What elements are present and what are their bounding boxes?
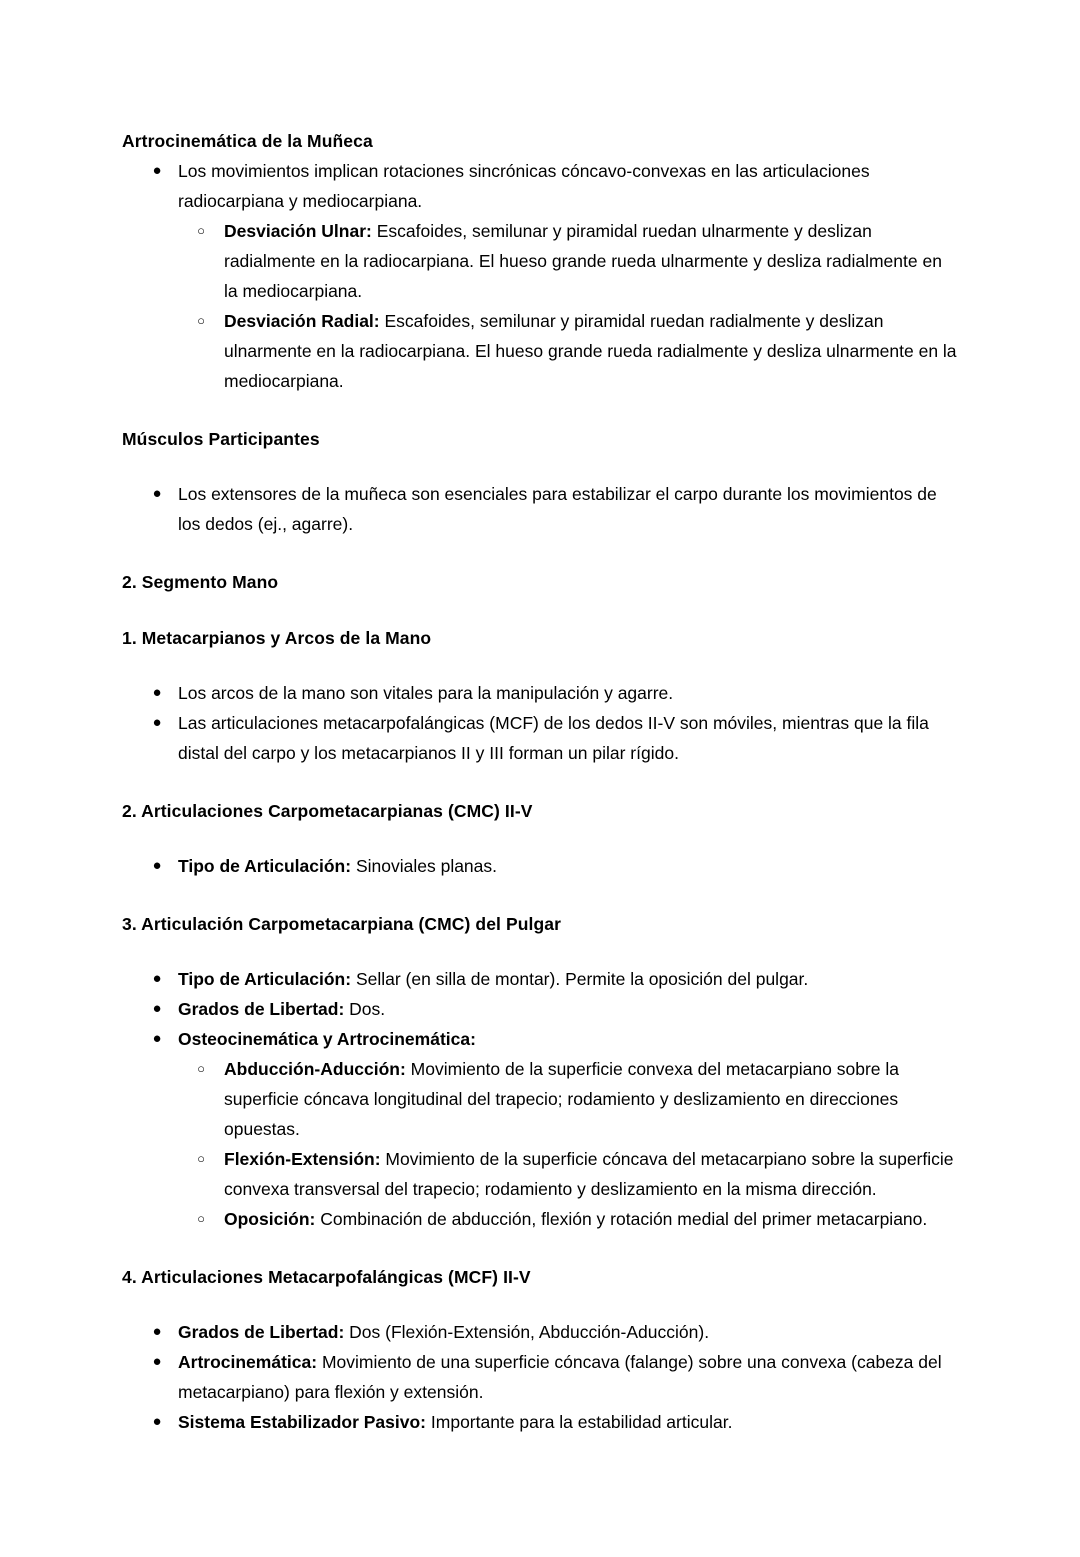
term-label: Oposición: xyxy=(224,1209,316,1229)
list-item xyxy=(122,1407,960,1437)
bullet-disc-icon: ● xyxy=(152,684,162,701)
bullet-disc-icon: ● xyxy=(152,1030,162,1047)
item-text: Dos (Flexión-Extensión, Abducción-Aducción). xyxy=(349,1322,710,1342)
bullet-list xyxy=(122,479,960,539)
section-heading-metacarpianos-arcos: 1. Metacarpianos y Arcos de la Mano xyxy=(122,628,432,648)
bullet-list xyxy=(122,678,960,768)
item-text: Los arcos de la mano son vitales para la manipulación y agarre. xyxy=(178,683,674,703)
section-heading-cmc-2-5: 2. Articulaciones Carpometacarpianas (CMC) II-V xyxy=(122,801,533,821)
section-heading-musculos-participantes: Músculos Participantes xyxy=(122,429,320,449)
item-text: Sellar (en silla de montar). Permite la oposición del pulgar. xyxy=(355,969,809,989)
item-text: Importante para la estabilidad articular. xyxy=(430,1412,733,1432)
item-text: Movimiento de la superficie cóncava del metacarpiano sobre la superficie convexa transversal del trapecio; rodamiento y deslizamiento en la misma dirección. xyxy=(224,1149,954,1199)
list-item xyxy=(122,708,960,768)
bullet-list xyxy=(122,156,960,396)
section-heading-artrocinematica-muneca: Artrocinemática de la Muñeca xyxy=(122,131,373,151)
list-item xyxy=(122,964,960,994)
term-label: Desviación Ulnar: xyxy=(224,221,372,241)
section-heading-mcf-2-5: 4. Articulaciones Metacarpofalángicas (MCF) II-V xyxy=(122,1267,531,1287)
item-text: Los movimientos implican rotaciones sincrónicas cóncavo-convexas en las articulaciones radiocarpiana y mediocarpiana. xyxy=(178,161,870,211)
list-item xyxy=(122,479,960,539)
bullet-disc-icon: ● xyxy=(152,1353,162,1370)
bullet-list xyxy=(122,1317,960,1437)
section-heading-cmc-pulgar: 3. Articulación Carpometacarpiana (CMC) del Pulgar xyxy=(122,914,562,934)
sub-list-item xyxy=(170,306,960,396)
bullet-disc-icon: ● xyxy=(152,970,162,987)
bullet-disc-icon: ● xyxy=(152,714,162,731)
item-text: Escafoides, semilunar y piramidal ruedan ulnarmente y deslizan radialmente en la radiocarpiana. El hueso grande rueda ulnarmente y desliza radialmente en la mediocarpiana. xyxy=(224,221,942,301)
bullet-circle-icon: ○ xyxy=(197,313,205,328)
list-item xyxy=(122,994,960,1024)
sub-bullet-list xyxy=(170,216,960,396)
term-label: Artrocinemática: xyxy=(178,1352,318,1372)
bullet-disc-icon: ● xyxy=(152,162,162,179)
term-label: Grados de Libertad: xyxy=(178,1322,345,1342)
item-text: Sinoviales planas. xyxy=(355,856,498,876)
item-text: Los extensores de la muñeca son esenciales para estabilizar el carpo durante los movimientos de los dedos (ej., agarre). xyxy=(178,484,937,534)
bullet-list xyxy=(122,964,960,1234)
list-item xyxy=(122,678,960,708)
bullet-circle-icon: ○ xyxy=(197,223,205,238)
term-label: Desviación Radial: xyxy=(224,311,380,331)
term-label: Grados de Libertad: xyxy=(178,999,345,1019)
term-label: Tipo de Articulación: xyxy=(178,969,352,989)
list-item xyxy=(122,1347,960,1407)
bullet-disc-icon: ● xyxy=(152,857,162,874)
bullet-disc-icon: ● xyxy=(152,1323,162,1340)
list-item xyxy=(122,156,960,396)
term-label: Flexión-Extensión: xyxy=(224,1149,381,1169)
document-body xyxy=(122,128,960,1437)
item-text: Dos. xyxy=(349,999,386,1019)
bullet-circle-icon: ○ xyxy=(197,1151,205,1166)
term-label: Sistema Estabilizador Pasivo: xyxy=(178,1412,427,1432)
bullet-circle-icon: ○ xyxy=(197,1061,205,1076)
sub-list-item xyxy=(170,1204,960,1234)
item-text: Movimiento de la superficie convexa del metacarpiano sobre la superficie cóncava longitudinal del trapecio; rodamiento y deslizamiento en direcciones opuestas. xyxy=(224,1059,899,1139)
bullet-disc-icon: ● xyxy=(152,1000,162,1017)
list-item xyxy=(122,851,960,881)
bullet-list xyxy=(122,851,960,881)
term-label: Abducción-Aducción: xyxy=(224,1059,406,1079)
item-text: Las articulaciones metacarpofalángicas (MCF) de los dedos II-V son móviles, mientras que la fila distal del carpo y los metacarpianos II y III forman un pilar rígido. xyxy=(178,713,929,763)
bullet-disc-icon: ● xyxy=(152,485,162,502)
bullet-disc-icon: ● xyxy=(152,1413,162,1430)
item-text: Movimiento de una superficie cóncava (falange) sobre una convexa (cabeza del metacarpiano) para flexión y extensión. xyxy=(178,1352,942,1402)
sub-list-item xyxy=(170,216,960,306)
item-text: Combinación de abducción, flexión y rotación medial del primer metacarpiano. xyxy=(320,1209,928,1229)
bullet-circle-icon: ○ xyxy=(197,1211,205,1226)
sub-bullet-list xyxy=(170,1054,960,1234)
sub-list-item xyxy=(170,1144,960,1204)
term-label: Tipo de Articulación: xyxy=(178,856,352,876)
sub-list-item xyxy=(170,1054,960,1144)
term-label: Osteocinemática y Artrocinemática: xyxy=(178,1029,476,1049)
list-item xyxy=(122,1317,960,1347)
item-text: Escafoides, semilunar y piramidal ruedan radialmente y deslizan ulnarmente en la radiocarpiana. El hueso grande rueda radialmente y desliza ulnarmente en la mediocarpiana. xyxy=(224,311,957,391)
list-item xyxy=(122,1024,960,1234)
section-heading-segmento-mano: 2. Segmento Mano xyxy=(122,572,279,592)
